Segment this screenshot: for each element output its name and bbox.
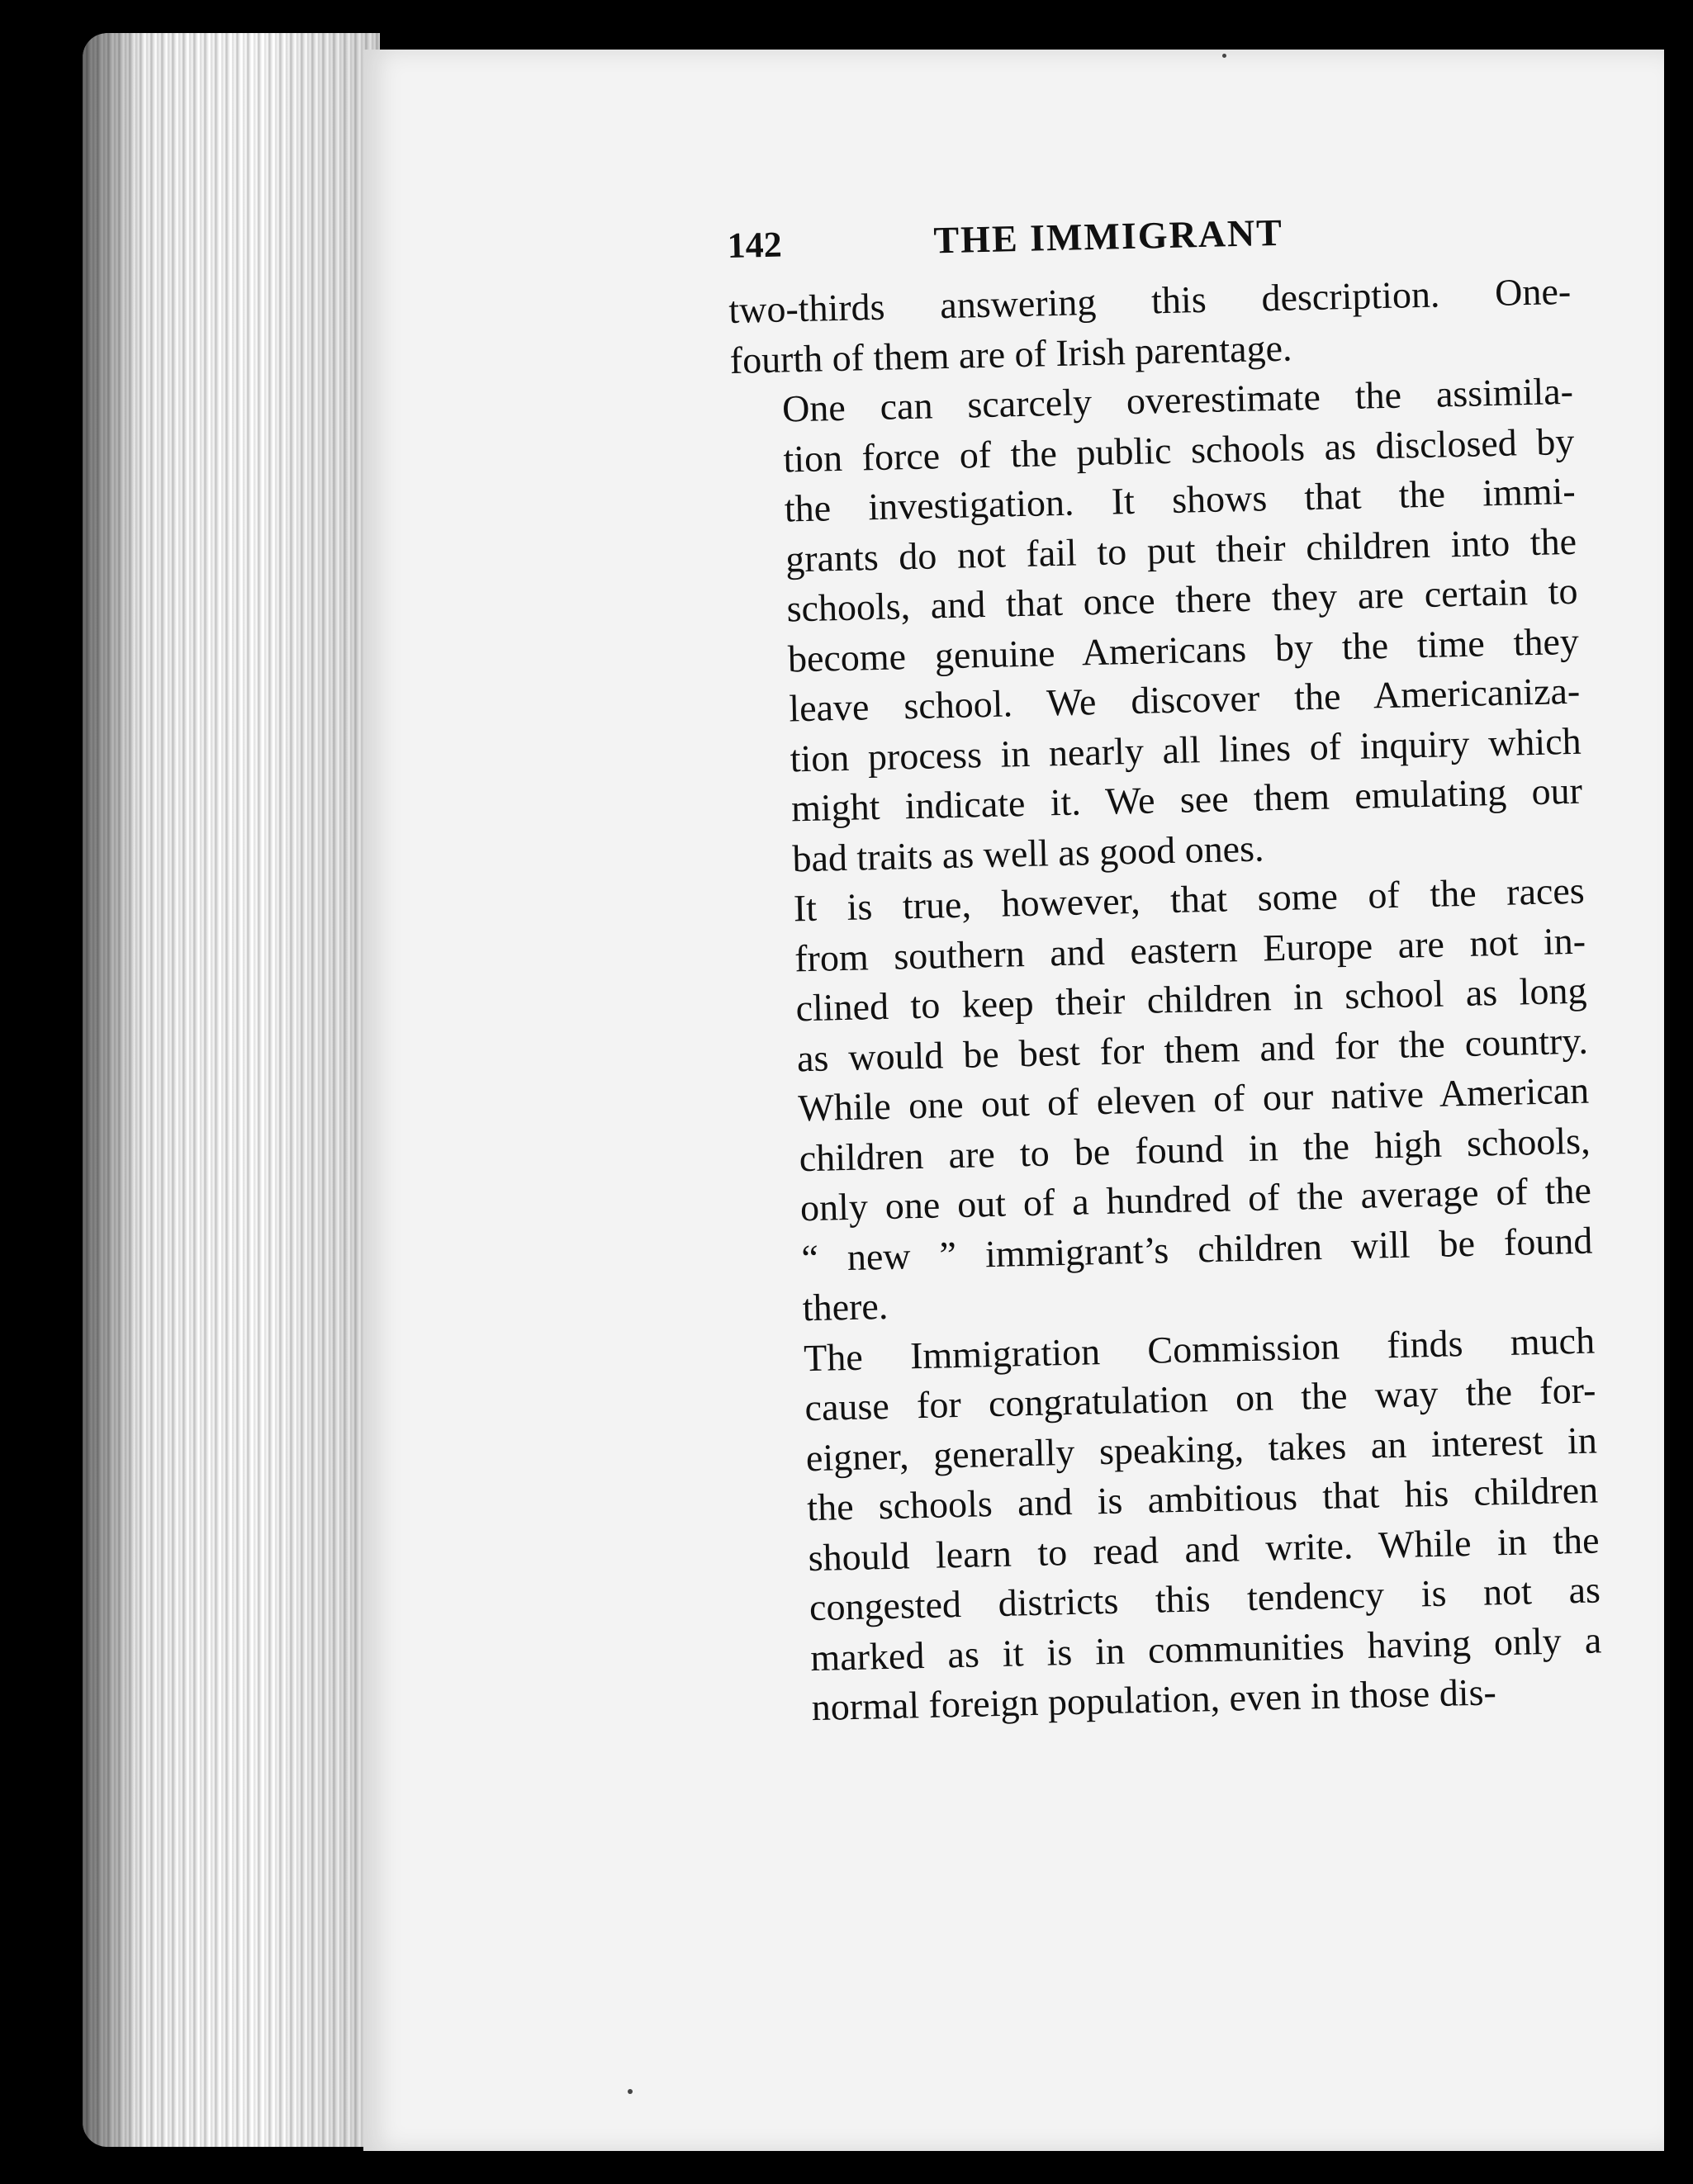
text-line: congested districts this tendency is not as (809, 1568, 1601, 1629)
text-line: tion force of the public schools as disclosed by (782, 419, 1575, 481)
page-content (727, 204, 1603, 1734)
paragraph (728, 267, 1572, 386)
text-line: normal foreign population, even in those dis- (811, 1670, 1497, 1729)
page-number: 142 (727, 224, 783, 266)
text-line: cause for congratulation on the way the for- (804, 1368, 1596, 1429)
text-line: While one out of eleven of our native American (797, 1068, 1590, 1130)
book-page-edges (83, 33, 380, 2147)
text-line: only one out of a hundred of the average of the (799, 1168, 1592, 1229)
dust-speck (1222, 54, 1226, 58)
text-line: It is true, however, that some of the races (793, 869, 1586, 930)
text-line: children are to be found in the high schools, (799, 1119, 1591, 1179)
text-line: two-thirds answering this description. One- (728, 269, 1572, 331)
text-line: the schools and is ambitious that his children (806, 1468, 1599, 1529)
text-line: bad traits as well as good ones. (791, 826, 1264, 879)
text-line: there. (802, 1284, 889, 1329)
text-line: leave school. We discover the Americaniza- (788, 669, 1581, 730)
body-text (728, 267, 1604, 1734)
text-line: tion process in nearly all lines of inquiry which (790, 719, 1582, 779)
text-line: should learn to read and write. While in the (808, 1518, 1601, 1579)
text-line: eigner, generally speaking, takes an interest in (805, 1418, 1598, 1479)
dust-speck (628, 2089, 633, 2094)
text-line: clined to keep their children in school as long (795, 969, 1587, 1030)
text-line: The Immigration Commission finds much (803, 1319, 1596, 1379)
text-line: might indicate it. We see them emulating our (790, 769, 1583, 830)
text-line: the investigation. It shows that the immi- (784, 469, 1577, 530)
running-title: THE IMMIGRANT (932, 211, 1284, 262)
text-line: as would be best for them and for the country. (796, 1019, 1589, 1079)
text-line: become genuine Americans by the time they (787, 619, 1580, 680)
text-line: marked as it is in communities having only a (809, 1618, 1602, 1679)
text-line: One can scarcely overestimate the assimila- (781, 369, 1574, 430)
paragraph (742, 866, 1594, 1335)
text-line: schools, and that once there they are certain to (786, 569, 1578, 630)
paragraph (730, 367, 1583, 885)
text-line: from southern and eastern Europe are not in- (794, 919, 1586, 979)
text-line: “ new ” immigrant’s children will be found (800, 1219, 1593, 1279)
paragraph (752, 1315, 1604, 1734)
text-line: grants do not fail to put their children into the (785, 519, 1577, 580)
text-line: fourth of them are of Irish parentage. (729, 326, 1292, 381)
